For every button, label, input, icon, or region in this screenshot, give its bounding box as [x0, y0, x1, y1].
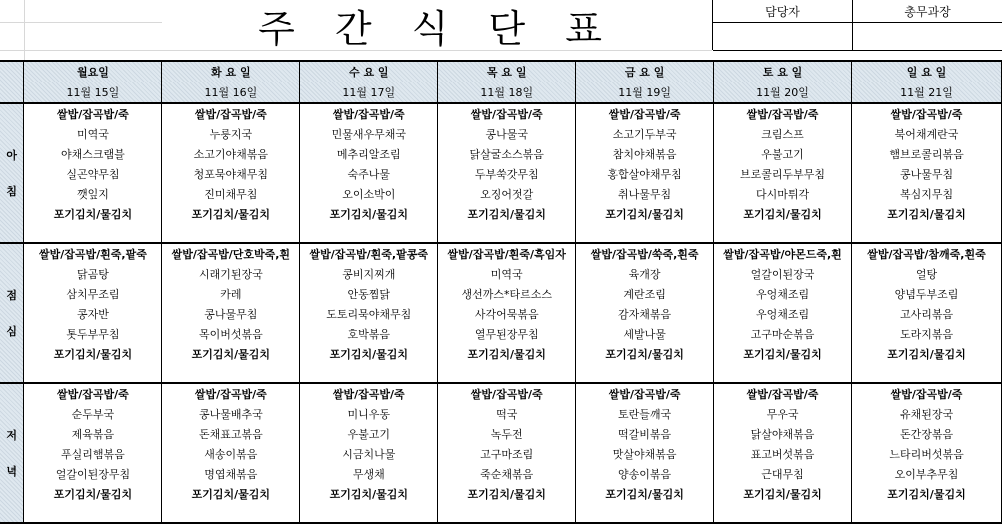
day-name: 금 요 일 [576, 61, 714, 82]
menu-item: 숙주나물 [300, 164, 438, 184]
menu-item: 시금치나물 [300, 444, 438, 464]
blank-cell [438, 224, 576, 243]
menu-item: 톳두부무침 [24, 324, 162, 344]
meal-label-char: 저 [6, 429, 18, 442]
menu-item: 쌀밥/잡곡밥/죽 [162, 103, 300, 124]
menu-item: 다시마튀각 [714, 184, 852, 204]
blank-cell [714, 504, 852, 523]
blank-cell [300, 504, 438, 523]
menu-item: 감자채볶음 [576, 304, 714, 324]
menu-item: 청포묵야채무침 [162, 164, 300, 184]
blank-cell [852, 224, 1002, 243]
menu-item: 쌀밥/잡곡밥/죽 [438, 103, 576, 124]
menu-item: 포기김치/물김치 [162, 484, 300, 504]
day-name: 수 요 일 [300, 61, 438, 82]
meal-label-char: 아 [6, 149, 18, 162]
menu-item: 도라지볶음 [852, 324, 1002, 344]
blank-cell [300, 224, 438, 243]
menu-item: 호박볶음 [300, 324, 438, 344]
menu-item: 양송이볶음 [576, 464, 714, 484]
menu-item: 깻잎지 [24, 184, 162, 204]
menu-item: 포기김치/물김치 [300, 484, 438, 504]
menu-item: 포기김치/물김치 [24, 344, 162, 364]
menu-row [0, 184, 1002, 204]
menu-item: 콩나물국 [438, 124, 576, 144]
menu-item: 콩나물무침 [852, 164, 1002, 184]
menu-item: 포기김치/물김치 [162, 204, 300, 224]
menu-item: 포기김치/물김치 [576, 484, 714, 504]
date-header-row [0, 82, 1002, 103]
menu-item: 포기김치/물김치 [852, 344, 1002, 364]
blank-cell [852, 504, 1002, 523]
day-name: 월요일 [24, 61, 162, 82]
menu-row [0, 324, 1002, 344]
menu-item: 민물새우무채국 [300, 124, 438, 144]
menu-item: 시래기된장국 [162, 264, 300, 284]
menu-item: 얼갈이된장국 [714, 264, 852, 284]
menu-item: 떡갈비볶음 [576, 424, 714, 444]
menu-item: 쌀밥/잡곡밥/죽 [852, 383, 1002, 404]
meal-label-char: 심 [6, 325, 18, 338]
menu-item: 쌀밥/잡곡밥/죽 [576, 103, 714, 124]
menu-item: 녹두전 [438, 424, 576, 444]
menu-item: 얼탕 [852, 264, 1002, 284]
menu-item: 미역국 [438, 264, 576, 284]
blank-cell [162, 364, 300, 383]
day-name: 목 요 일 [438, 61, 576, 82]
menu-item: 세발나물 [576, 324, 714, 344]
menu-item: 홍합살야채무침 [576, 164, 714, 184]
menu-item: 포기김치/물김치 [576, 204, 714, 224]
menu-item: 쌀밥/잡곡밥/죽 [24, 383, 162, 404]
menu-item: 사각어묵볶음 [438, 304, 576, 324]
menu-item: 얼갈이된장무침 [24, 464, 162, 484]
weekly-menu-table [0, 60, 1002, 524]
menu-item: 쌀밥/잡곡밥/죽 [300, 103, 438, 124]
blank-cell [162, 224, 300, 243]
menu-item: 포기김치/물김치 [852, 204, 1002, 224]
menu-item: 계란조림 [576, 284, 714, 304]
menu-item: 오이부추무침 [852, 464, 1002, 484]
menu-item: 쌀밥/잡곡밥/죽 [162, 383, 300, 404]
day-date: 11월 16일 [162, 82, 300, 103]
menu-item: 콩나물배추국 [162, 404, 300, 424]
spacer-row [0, 364, 1002, 383]
menu-item: 양념두부조림 [852, 284, 1002, 304]
menu-item: 포기김치/물김치 [438, 344, 576, 364]
menu-item: 닭곰탕 [24, 264, 162, 284]
blank-cell [24, 224, 162, 243]
menu-item: 안동찜닭 [300, 284, 438, 304]
menu-item: 포기김치/물김치 [24, 484, 162, 504]
menu-row [0, 243, 1002, 264]
menu-item: 느타리버섯볶음 [852, 444, 1002, 464]
meal-label [0, 383, 24, 523]
menu-item: 고구마순볶음 [714, 324, 852, 344]
menu-item: 카레 [162, 284, 300, 304]
menu-item: 포기김치/물김치 [852, 484, 1002, 504]
menu-row [0, 383, 1002, 404]
menu-item: 죽순채볶음 [438, 464, 576, 484]
menu-item: 쌀밥/잡곡밥/죽 [714, 103, 852, 124]
menu-item: 새송이볶음 [162, 444, 300, 464]
blank-cell [438, 364, 576, 383]
meal-label [0, 103, 24, 243]
menu-item: 무생채 [300, 464, 438, 484]
meal-label-char: 점 [6, 289, 18, 302]
blank-cell [438, 504, 576, 523]
menu-item: 표고버섯볶음 [714, 444, 852, 464]
blank-cell [714, 364, 852, 383]
spacer-row [0, 224, 1002, 243]
day-name: 화 요 일 [162, 61, 300, 82]
blank-cell [24, 364, 162, 383]
menu-row [0, 464, 1002, 484]
menu-item: 포기김치/물김치 [714, 204, 852, 224]
menu-item: 진미채무침 [162, 184, 300, 204]
menu-item: 미니우동 [300, 404, 438, 424]
menu-item: 육개장 [576, 264, 714, 284]
menu-item: 복심지무침 [852, 184, 1002, 204]
menu-row [0, 264, 1002, 284]
menu-item: 콩나물무침 [162, 304, 300, 324]
menu-item: 포기김치/물김치 [576, 344, 714, 364]
blank-cell [300, 364, 438, 383]
menu-item: 생선까스*타르소스 [438, 284, 576, 304]
menu-row [0, 124, 1002, 144]
menu-item: 포기김치/물김치 [300, 344, 438, 364]
approval-staff-signature[interactable] [713, 22, 853, 51]
menu-item: 메추리알조림 [300, 144, 438, 164]
menu-item: 순두부국 [24, 404, 162, 424]
menu-item: 소고기두부국 [576, 124, 714, 144]
blank-cell [714, 224, 852, 243]
menu-item: 오징어젓갈 [438, 184, 576, 204]
menu-item: 포기김치/물김치 [300, 204, 438, 224]
menu-item: 쌀밥/잡곡밥/흰죽/흑임자 [438, 243, 576, 264]
menu-row [0, 164, 1002, 184]
approval-manager-label: 총무과장 [852, 0, 1002, 23]
menu-row [0, 103, 1002, 124]
menu-item: 쌀밥/잡곡밥/참깨죽,흰죽 [852, 243, 1002, 264]
menu-item: 콩자반 [24, 304, 162, 324]
menu-item: 포기김치/물김치 [438, 204, 576, 224]
day-name: 일 요 일 [852, 61, 1002, 82]
menu-item: 포기김치/물김치 [714, 484, 852, 504]
menu-item: 떡국 [438, 404, 576, 424]
menu-item: 푸실리햄볶음 [24, 444, 162, 464]
menu-row [0, 444, 1002, 464]
blank-cell [576, 504, 714, 523]
menu-item: 제육볶음 [24, 424, 162, 444]
menu-item: 햄브로콜리볶음 [852, 144, 1002, 164]
meal-label-char: 침 [6, 185, 18, 198]
menu-row [0, 404, 1002, 424]
menu-item: 열무된장무침 [438, 324, 576, 344]
approval-box [712, 0, 1002, 50]
menu-item: 미역국 [24, 124, 162, 144]
menu-item: 크림스프 [714, 124, 852, 144]
day-date: 11월 21일 [852, 82, 1002, 103]
meal-label-char: 녁 [6, 465, 18, 478]
menu-item: 포기김치/물김치 [24, 204, 162, 224]
menu-item: 목이버섯볶음 [162, 324, 300, 344]
menu-item: 소고기야채볶음 [162, 144, 300, 164]
menu-item: 오이소박이 [300, 184, 438, 204]
menu-row [0, 344, 1002, 364]
menu-row [0, 144, 1002, 164]
day-date: 11월 19일 [576, 82, 714, 103]
spacer-row [0, 504, 1002, 523]
approval-staff-label: 담당자 [713, 0, 853, 23]
menu-item: 쌀밥/잡곡밥/단호박죽,흰 [162, 243, 300, 264]
menu-item: 야채스크램블 [24, 144, 162, 164]
blank-cell [162, 504, 300, 523]
menu-row [0, 204, 1002, 224]
menu-item: 삼치무조림 [24, 284, 162, 304]
menu-item: 포기김치/물김치 [162, 344, 300, 364]
day-date: 11월 20일 [714, 82, 852, 103]
approval-manager-signature[interactable] [852, 22, 1002, 51]
menu-item: 토란들깨국 [576, 404, 714, 424]
menu-item: 우불고기 [714, 144, 852, 164]
menu-item: 취나물무침 [576, 184, 714, 204]
menu-item: 닭살야채볶음 [714, 424, 852, 444]
menu-row [0, 304, 1002, 324]
menu-item: 도토리묵야채무침 [300, 304, 438, 324]
menu-item: 콩비지찌개 [300, 264, 438, 284]
menu-item: 고구마조림 [438, 444, 576, 464]
menu-item: 근대무침 [714, 464, 852, 484]
menu-item: 두부쑥갓무침 [438, 164, 576, 184]
menu-item: 쌀밥/잡곡밥/죽 [300, 383, 438, 404]
day-header-row [0, 61, 1002, 82]
day-date: 11월 17일 [300, 82, 438, 103]
menu-row [0, 484, 1002, 504]
menu-item: 우불고기 [300, 424, 438, 444]
menu-item: 쌀밥/잡곡밥/흰죽,팥콩죽 [300, 243, 438, 264]
menu-item: 쌀밥/잡곡밥/죽 [24, 103, 162, 124]
menu-item: 포기김치/물김치 [714, 344, 852, 364]
menu-item: 실곤약무침 [24, 164, 162, 184]
menu-item: 명엽채볶음 [162, 464, 300, 484]
menu-item: 유채된장국 [852, 404, 1002, 424]
menu-item: 무우국 [714, 404, 852, 424]
blank-cell [576, 364, 714, 383]
corner-cell [0, 61, 24, 103]
menu-item: 우엉채조림 [714, 304, 852, 324]
menu-item: 돈간장볶음 [852, 424, 1002, 444]
menu-item: 쌀밥/잡곡밥/죽 [438, 383, 576, 404]
menu-row [0, 284, 1002, 304]
menu-item: 포기김치/물김치 [438, 484, 576, 504]
blank-cell [576, 224, 714, 243]
day-date: 11월 18일 [438, 82, 576, 103]
day-name: 토 요 일 [714, 61, 852, 82]
menu-item: 우엉채조림 [714, 284, 852, 304]
menu-item: 쌀밥/잡곡밥/흰죽,팥죽 [24, 243, 162, 264]
menu-item: 쌀밥/잡곡밥/죽 [714, 383, 852, 404]
menu-item: 북어채계란국 [852, 124, 1002, 144]
menu-item: 쌀밥/잡곡밥/죽 [852, 103, 1002, 124]
meal-label [0, 243, 24, 383]
menu-item: 참치야채볶음 [576, 144, 714, 164]
page-title: 주 간 식 단 표 [258, 6, 616, 51]
menu-item: 누룽지국 [162, 124, 300, 144]
menu-item: 쌀밥/잡곡밥/쑥죽,흰죽 [576, 243, 714, 264]
menu-item: 맛살야채볶음 [576, 444, 714, 464]
menu-item: 고사리볶음 [852, 304, 1002, 324]
menu-row [0, 424, 1002, 444]
menu-item: 쌀밥/잡곡밥/죽 [576, 383, 714, 404]
menu-item: 돈채표고볶음 [162, 424, 300, 444]
day-date: 11월 15일 [24, 82, 162, 103]
blank-cell [24, 504, 162, 523]
menu-item: 브로콜리두부무침 [714, 164, 852, 184]
menu-item: 쌀밥/잡곡밥/야몬드죽,흰 [714, 243, 852, 264]
menu-item: 닭살굴소스볶음 [438, 144, 576, 164]
blank-cell [852, 364, 1002, 383]
